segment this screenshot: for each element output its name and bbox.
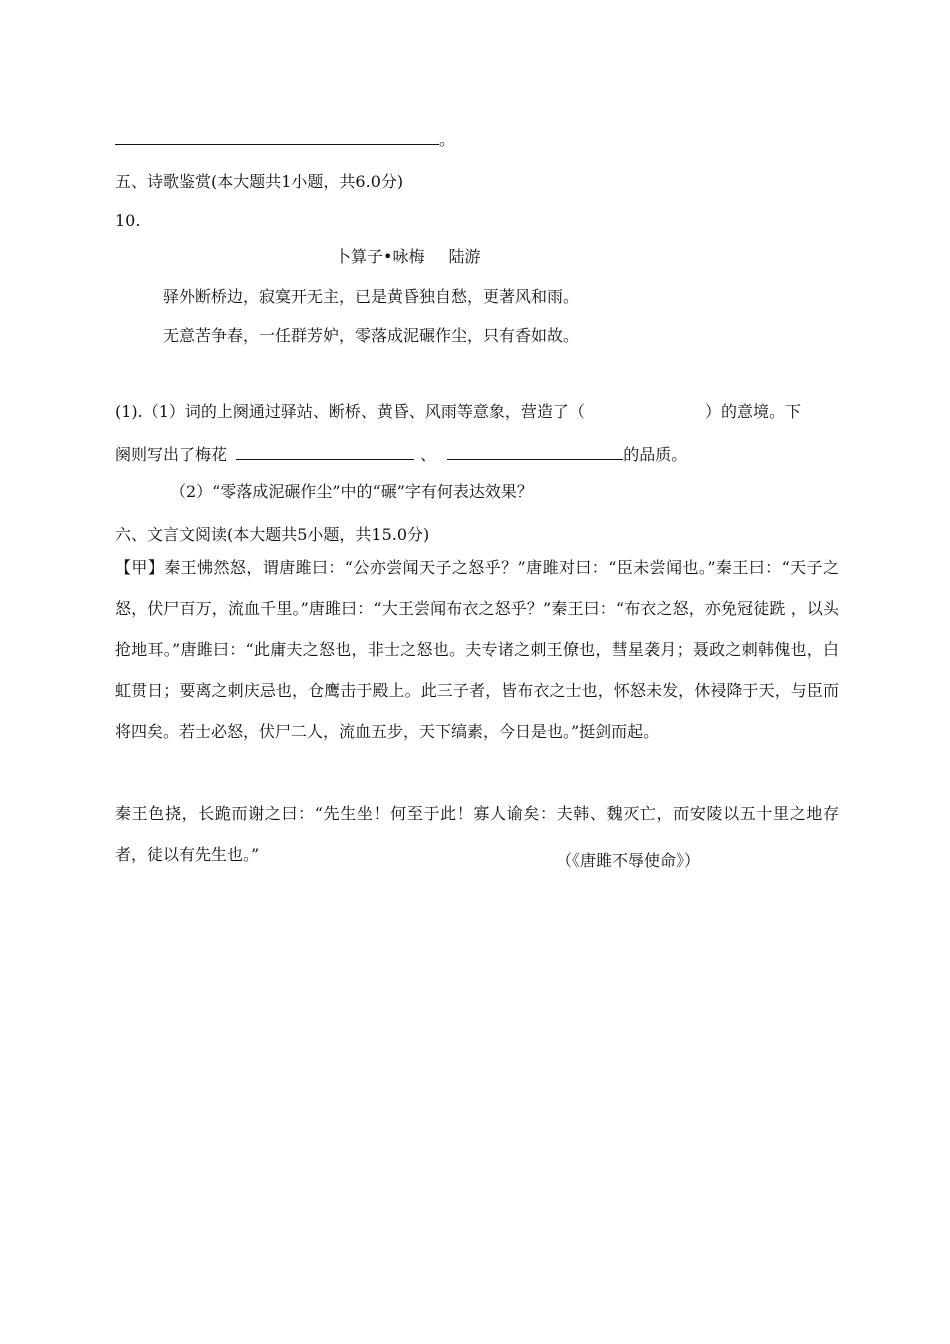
section-five-heading: 五、诗歌鉴赏(本大题共1小题，共6.0分) [115, 172, 404, 191]
separator-mark: 、 [420, 445, 437, 464]
poem-line-2: 无意苦争春，一任群芳妒，零落成泥碾作尘，只有香如故。 [163, 326, 580, 345]
sub-question-1-line-1 [115, 402, 801, 422]
passage-source: （《唐雎不辱使命》） [556, 851, 701, 870]
sub-question-2: （2）“零落成泥碾作尘”中的“碾”字有何表达效果？ [170, 482, 533, 501]
answer-blank [115, 128, 439, 145]
poem-title: 卜算子•咏梅 [335, 247, 425, 266]
answer-blank-line [115, 128, 455, 150]
period-mark: 。 [439, 130, 456, 149]
answer-blank-2 [447, 443, 623, 460]
poem-line-1: 驿外断桥边，寂寞开无主，已是黄昏独自愁，更著风和雨。 [163, 287, 580, 306]
poem-title-line [335, 247, 480, 267]
passage-paragraph-1: 【甲】秦王怫然怒，谓唐雎曰：“公亦尝闻天子之怒乎？”唐雎对曰：“臣未尝闻也。”秦王曰：“天子之怒，伏尸百万，流血千里。”唐雎曰：“大王尝闻布衣之怒乎？”秦王曰：“布衣之怒，亦免冠徒跣 ，以头抢地耳。”唐雎曰：“此庸夫之怒也，非士之怒也。夫专诸之刺王僚也，彗星袭月；聂政之刺韩傀也，白虹贯日；要离之刺庆忌也，仓鹰击于殿上。此三子者，皆布衣之士也，怀怒未发，休祲降于天，与臣而将四矣。若士必怒，伏尸二人，流血五步，天下缟素，今日是也。”挺剑而起。 [115, 558, 839, 741]
sub-question-1-line-2 [115, 443, 687, 465]
sub-question-1-text-a: (1).（1）词的上阕通过驿站、断桥、黄昏、风雨等意象，营造了（ [115, 402, 585, 421]
sub-question-1-text-d: 的品质。 [623, 445, 688, 464]
answer-blank-1 [236, 443, 414, 460]
sub-question-1-text-b: ）的意境。下 [704, 402, 801, 421]
sub-question-1-text-c: 阕则写出了梅花 [115, 445, 228, 464]
poem-author: 陆游 [448, 247, 481, 266]
question-number: 10. [115, 211, 141, 230]
section-six-heading: 六、文言文阅读(本大题共5小题，共15.0分) [115, 525, 430, 544]
passage-paragraph-2: 秦王色挠，长跪而谢之曰：“先生坐！何至于此！寡人谕矣：夫韩、魏灭亡，而安陵以五十里之地存者，徒以有先生也。” [115, 804, 839, 864]
